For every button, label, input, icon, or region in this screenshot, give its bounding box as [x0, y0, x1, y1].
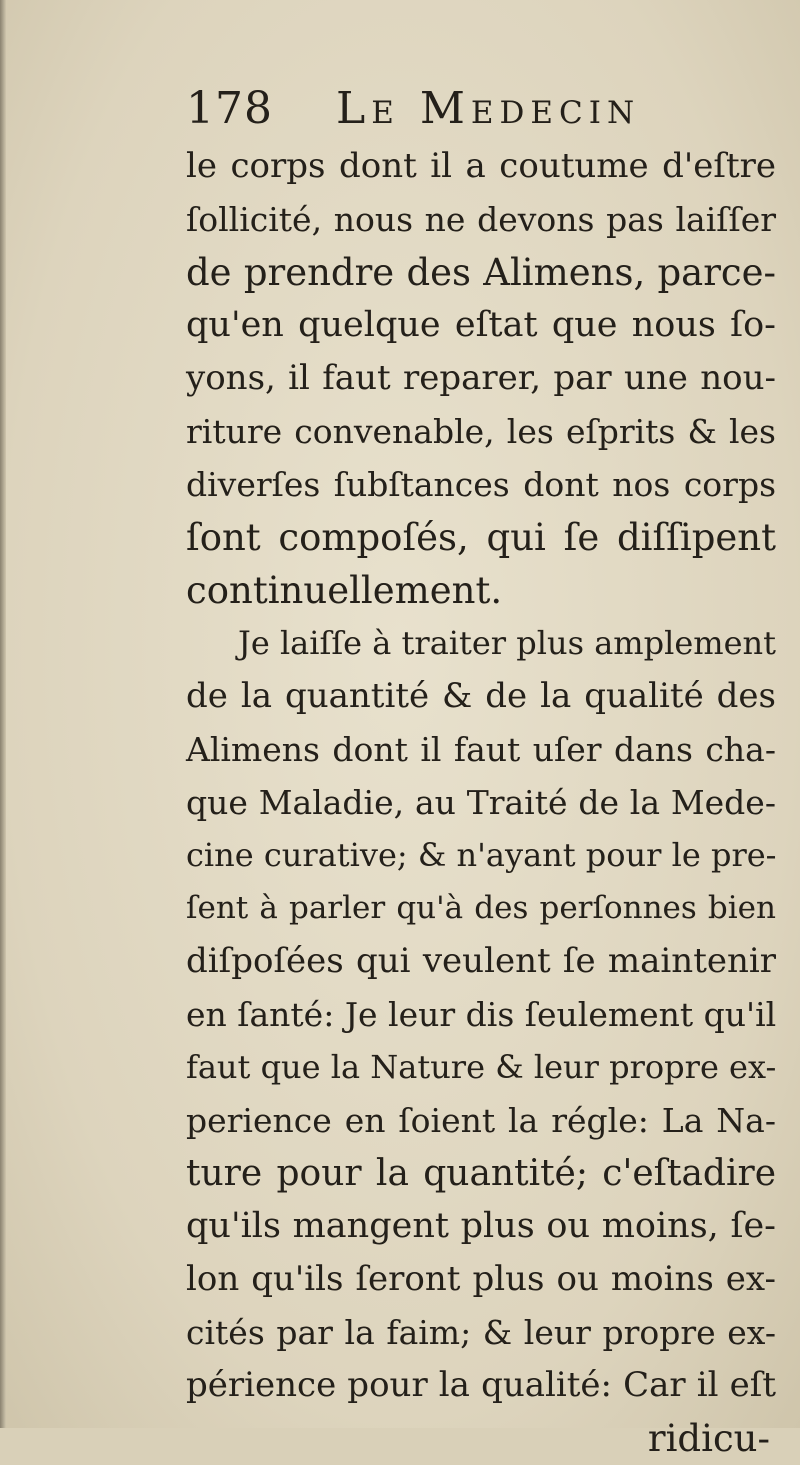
text-line: riture convenable, les eſprits & les — [186, 412, 776, 451]
running-title: Le Medecin — [336, 83, 641, 134]
text-line: de la quantité & de la qualité des — [186, 676, 776, 716]
page-gutter — [0, 0, 6, 1428]
text-line: ſont compoſés, qui ſe diſſipent — [186, 516, 776, 559]
text-line: que Maladie, au Traité de la Mede- — [186, 783, 776, 822]
text-line: ſollicité, nous ne devons pas laiſſer — [186, 200, 776, 239]
paragraph-2 — [186, 617, 776, 1412]
text-line: de prendre des Alimens, parce- — [186, 251, 776, 294]
text-line: périence pour la qualité: Car il eſt — [186, 1365, 776, 1405]
text-line: qu'en quelque eſtat que nous ſo- — [186, 305, 776, 345]
text-line: en ſanté: Je leur dis ſeulement qu'il — [186, 995, 777, 1034]
text-block — [186, 78, 776, 1465]
text-line: ſent à parler qu'à des perſonnes bien — [186, 890, 776, 926]
text-line: Je laiſſe à traiter plus amplement — [238, 624, 777, 662]
page-number: 178 — [186, 83, 273, 134]
text-line: diverſes ſubſtances dont nos corps — [186, 465, 776, 504]
running-head — [186, 78, 776, 140]
text-line: ture pour la quantité; c'eſtadire — [186, 1153, 776, 1194]
paragraph-1 — [186, 140, 776, 617]
catchword: ridicu- — [647, 1417, 770, 1460]
text-line: Alimens dont il faut uſer dans cha- — [186, 730, 776, 769]
text-line: continuellement. — [186, 569, 503, 612]
text-line: yons, il faut reparer, par une nou- — [186, 358, 776, 398]
text-line: lon qu'ils ſeront plus ou moins ex- — [186, 1259, 776, 1299]
text-line: le corps dont il a coutume d'eſtre — [186, 146, 776, 186]
text-line: cine curative; & n'ayant pour le pre- — [186, 836, 777, 874]
text-line: faut que la Nature & leur propre ex- — [186, 1048, 777, 1086]
text-line: qu'ils mangent plus ou moins, ſe- — [186, 1206, 776, 1246]
text-line: perience en ſoient la régle: La Na- — [186, 1101, 776, 1140]
text-line: cités par la faim; & leur propre ex- — [186, 1313, 776, 1352]
text-line: diſpoſées qui veulent ſe maintenir — [186, 941, 776, 981]
